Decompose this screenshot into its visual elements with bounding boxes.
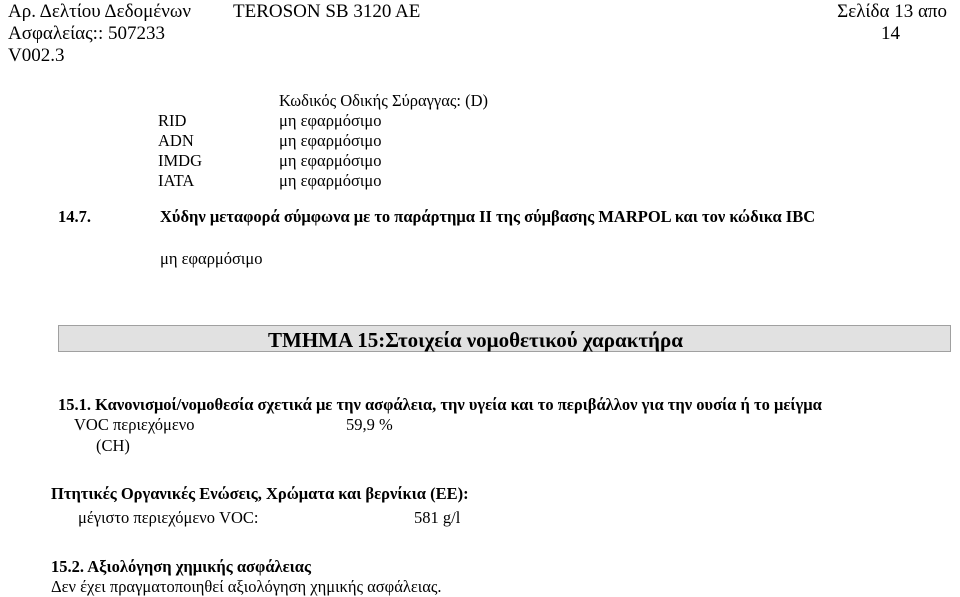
transport-value: μη εφαρμόσιμο <box>279 151 382 170</box>
page-total: 14 <box>881 23 900 44</box>
eu-voc-label: μέγιστο περιεχόμενο VOC: <box>78 508 259 527</box>
transport-mode: IATA <box>158 171 195 190</box>
transport-mode: RID <box>158 111 187 130</box>
section-14-7-title: Χύδην μεταφορά σύμφωνα με το παράρτημα II της σύμβασης MARPOL και τον κώδικα IBC <box>160 207 816 226</box>
version-label: V002.3 <box>8 45 65 66</box>
section-14-7-number: 14.7. <box>58 207 91 226</box>
section-15-title: ΤΜΗΜΑ 15:Στοιχεία νομοθετικού χαρακτήρα <box>268 328 683 352</box>
section-15-1-heading: 15.1. Κανονισμοί/νομοθεσία σχετικά με την ασφάλεια, την υγεία και το περιβάλλον για την ουσία ή το μείγμα <box>58 395 822 414</box>
page-label: Σελίδα 13 απο <box>837 1 947 22</box>
transport-value: μη εφαρμόσιμο <box>279 131 382 150</box>
eu-voc-value: 581 g/l <box>414 508 461 527</box>
product-name: TEROSON SB 3120 AE <box>233 1 421 22</box>
voc-value: 59,9 % <box>346 415 393 434</box>
doc-number-label: Αρ. Δελτίου Δεδομένων <box>8 1 191 22</box>
voc-label: VOC περιεχόμενο <box>74 415 195 434</box>
eu-voc-heading: Πτητικές Οργανικές Ενώσεις, Χρώματα και βερνίκια (ΕΕ): <box>51 484 469 503</box>
section-15-2-text: Δεν έχει πραγματοποιηθεί αξιολόγηση χημικής ασφάλειας. <box>51 577 442 596</box>
transport-mode: ADN <box>158 131 194 150</box>
section-14-7-value: μη εφαρμόσιμο <box>160 249 263 268</box>
tunnel-code: Κωδικός Οδικής Σύραγγας: (D) <box>279 91 488 110</box>
transport-mode: IMDG <box>158 151 202 170</box>
transport-value: μη εφαρμόσιμο <box>279 111 382 130</box>
voc-country-note: (CH) <box>96 436 130 455</box>
transport-value: μη εφαρμόσιμο <box>279 171 382 190</box>
section-15-2-heading: 15.2. Αξιολόγηση χημικής ασφάλειας <box>51 557 311 576</box>
doc-number-value: Ασφαλείας:: 507233 <box>8 23 165 44</box>
